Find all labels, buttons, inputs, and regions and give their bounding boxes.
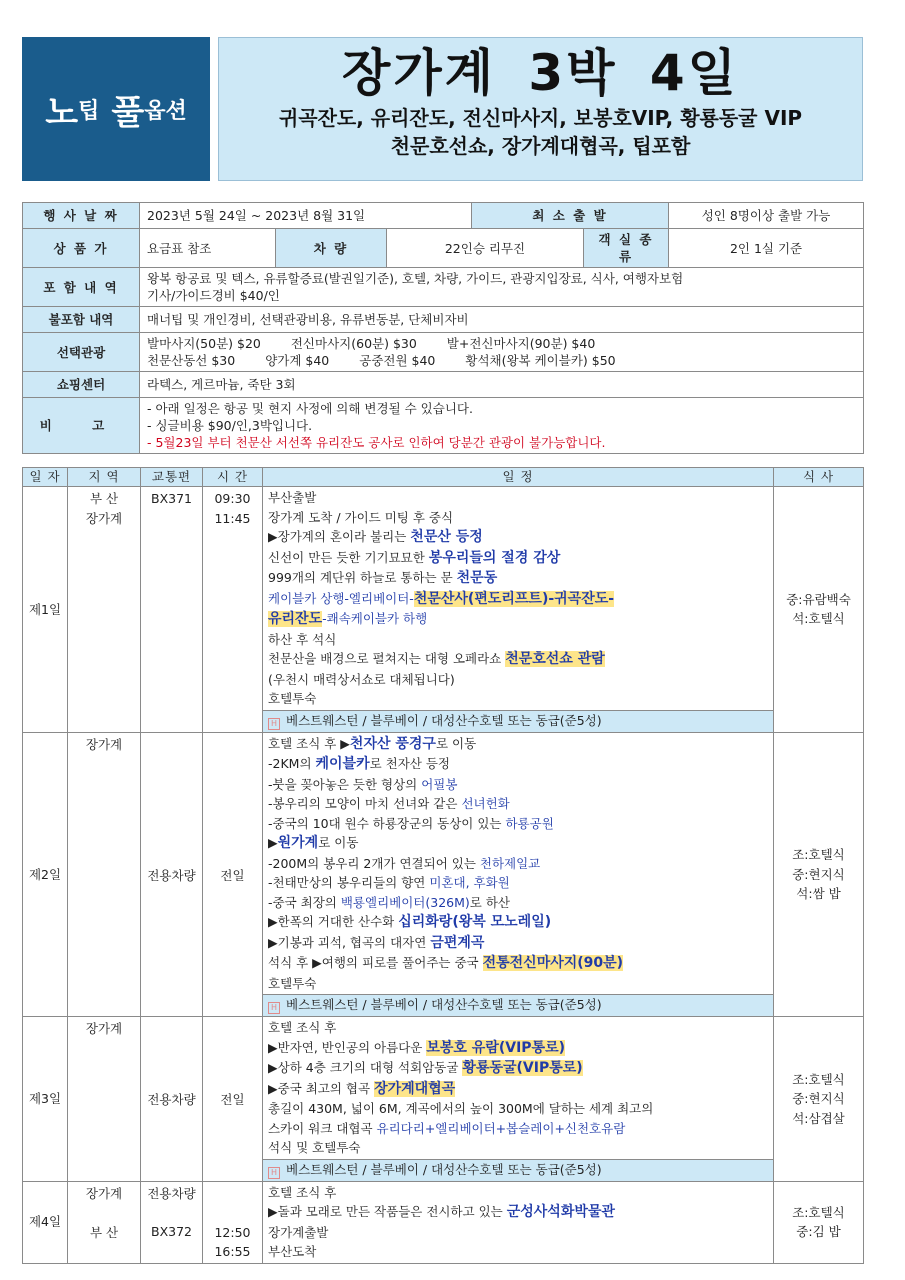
brand-text-3: 풀 bbox=[111, 92, 145, 133]
header-meal: 식 사 bbox=[774, 468, 864, 487]
day-4-trans bbox=[141, 1181, 203, 1263]
trans-text: 전용차량 bbox=[147, 1185, 196, 1201]
day-4-itinerary bbox=[263, 1181, 774, 1263]
time-text: 16:55 bbox=[214, 1244, 251, 1259]
itin-line: (우천시 매력상서쇼로 대체됩니다) bbox=[268, 671, 455, 687]
meal-text: 조:호텔식 bbox=[792, 1071, 845, 1087]
day-3-hotel bbox=[263, 1159, 774, 1181]
opt-item: 황석채(왕복 케이블카) $50 bbox=[465, 353, 616, 368]
room-value: 2인 1실 기준 bbox=[669, 229, 864, 268]
incl-line-1: 왕복 항공료 및 텍스, 유류할증료(발권일기준), 호텔, 차량, 가이드, 관광지입장료, 식사, 여행자보험 bbox=[147, 271, 684, 286]
itin-line: -200M의 봉우리 2개가 연결되어 있는 천하제일교 bbox=[268, 855, 541, 871]
day-2-meal bbox=[774, 732, 864, 1017]
brand-text-1: 노 bbox=[45, 92, 79, 133]
min-label: 최 소 출 발 bbox=[472, 203, 669, 229]
header-day: 일 자 bbox=[23, 468, 68, 487]
shop-label: 쇼핑센터 bbox=[23, 372, 140, 398]
itin-line: -중국의 10대 원수 하룡장군의 동상이 있는 하룡공원 bbox=[268, 815, 554, 831]
meal-text: 석:삼겹살 bbox=[792, 1110, 845, 1126]
header-time: 시 간 bbox=[203, 468, 263, 487]
itin-line: 하산 후 석식 bbox=[268, 631, 337, 647]
shop-value: 라텍스, 게르마늄, 죽탄 3회 bbox=[140, 372, 864, 398]
itin-line: ▶원가계로 이동 bbox=[268, 835, 359, 851]
day-3-time: 전일 bbox=[203, 1017, 263, 1182]
day-2-itinerary bbox=[263, 732, 774, 995]
day-3-trans: 전용차량 bbox=[141, 1017, 203, 1182]
itin-line: ▶돌과 모래로 만든 작품들은 전시하고 있는 군성사석화박물관 bbox=[268, 1204, 615, 1220]
itin-line: ▶기봉과 괴석, 협곡의 대자연 금편계곡 bbox=[268, 934, 485, 951]
incl-label: 포 함 내 역 bbox=[23, 268, 140, 307]
itin-line: 케이블카 상행-엘리베이터-천문산사(편도리프트)-귀곡잔도- bbox=[268, 590, 615, 607]
excl-value: 매너팁 및 개인경비, 선택관광비용, 유류변동분, 단체비자비 bbox=[140, 307, 864, 333]
day-2-row bbox=[23, 732, 864, 995]
day-1-trans: BX371 bbox=[141, 487, 203, 733]
itin-line: 호텔투숙 bbox=[268, 691, 317, 706]
day-1-hotel bbox=[263, 710, 774, 732]
hotel-icon: H bbox=[268, 1167, 280, 1179]
day-1-loc bbox=[68, 487, 141, 733]
hotel-text: 베스트웨스턴 / 블루베이 / 대성산수호텔 또는 동급(준5성) bbox=[286, 997, 602, 1012]
meal-text: 조:호텔식 bbox=[792, 847, 845, 862]
opt-label: 선택관광 bbox=[23, 333, 140, 372]
opt-item: 전신마사지(60분) $30 bbox=[290, 336, 417, 351]
room-label: 객 실 종 류 bbox=[584, 229, 669, 268]
itin-line: 호텔투숙 bbox=[268, 975, 317, 991]
itin-line: -봉우리의 모양이 마치 선녀와 같은 선녀헌화 bbox=[268, 796, 510, 811]
day-1-time bbox=[203, 487, 263, 733]
day-2-trans: 전용차량 bbox=[141, 732, 203, 1017]
day-3-loc: 장가계 bbox=[68, 1017, 141, 1182]
day-4-loc bbox=[68, 1181, 141, 1263]
incl-line-2: 기사/가이드경비 $40/인 bbox=[147, 288, 280, 303]
header-loc: 지 역 bbox=[68, 468, 141, 487]
day-2-hotel bbox=[263, 995, 774, 1017]
brand-text-2: 팁 bbox=[78, 98, 100, 124]
itin-line: 석식 및 호텔투숙 bbox=[268, 1140, 361, 1155]
itin-line: -천태만상의 봉우리들의 향연 미혼대, 후화원 bbox=[268, 875, 510, 890]
hotel-icon: H bbox=[268, 1002, 280, 1014]
title-box bbox=[218, 37, 863, 181]
info-table bbox=[22, 202, 864, 454]
day-2-label: 제2일 bbox=[23, 732, 68, 1017]
itin-line: 장가계출발 bbox=[268, 1224, 329, 1240]
min-value: 성인 8명이상 출발 가능 bbox=[669, 203, 864, 229]
itin-line: 호텔 조식 후 bbox=[268, 1184, 337, 1200]
itin-line: 장가계 도착 / 가이드 미팅 후 중식 bbox=[268, 509, 454, 525]
time-text: 09:30 bbox=[214, 491, 251, 506]
meal-text: 중:현지식 bbox=[792, 1091, 845, 1106]
opt-item: 발마사지(50분) $20 bbox=[147, 336, 261, 351]
header-itin: 일 정 bbox=[263, 468, 774, 487]
note-3: - 5월23일 부터 천문산 서선쪽 유리잔도 공사로 인하여 당분간 관광이 불가능합니다. bbox=[147, 435, 606, 450]
itin-line: 스카이 워크 대협곡 유리다리+엘리베이터+봅슬레이+신천호유람 bbox=[268, 1120, 626, 1136]
brand-text-4: 옵션 bbox=[144, 98, 187, 124]
itin-line: -중국 최장의 백룡엘리베이터(326M)로 하산 bbox=[268, 894, 510, 910]
price-label: 상 품 가 bbox=[23, 229, 140, 268]
loc-text: 장가계 bbox=[85, 510, 123, 526]
meal-text: 석:호텔식 bbox=[792, 611, 845, 627]
day-4-time bbox=[203, 1181, 263, 1263]
time-text: 12:50 bbox=[214, 1224, 251, 1240]
schedule-table bbox=[22, 467, 864, 1264]
opt-item: 공중전원 $40 bbox=[359, 353, 436, 368]
meal-text: 중:현지식 bbox=[792, 866, 845, 882]
page-title: 장가계 3박 4일 bbox=[342, 44, 739, 102]
hotel-text: 베스트웨스턴 / 블루베이 / 대성산수호텔 또는 동급(준5성) bbox=[286, 1161, 602, 1177]
date-value: 2023년 5월 24일 ~ 2023년 8월 31일 bbox=[140, 203, 472, 229]
car-value: 22인승 리무진 bbox=[387, 229, 584, 268]
loc-text: 부 산 bbox=[89, 1225, 119, 1240]
day-2-time: 전일 bbox=[203, 732, 263, 1017]
date-label: 행 사 날 짜 bbox=[23, 203, 140, 229]
itin-line: ▶장가계의 혼이라 불리는 천문산 등정 bbox=[268, 529, 483, 545]
meal-text: 조:호텔식 bbox=[792, 1204, 845, 1220]
excl-label: 불포함 내역 bbox=[23, 307, 140, 333]
itin-line: 천문산을 배경으로 펼쳐지는 대형 오페라쇼 천문호선쇼 관람 bbox=[268, 651, 605, 667]
day-3-label: 제3일 bbox=[23, 1017, 68, 1182]
meal-text: 석:쌈 밥 bbox=[796, 886, 841, 901]
note-1: - 아래 일정은 항공 및 현지 사정에 의해 변경될 수 있습니다. bbox=[147, 401, 473, 416]
day-3-row bbox=[23, 1017, 864, 1160]
itin-line: -2KM의 케이블카로 천자산 등정 bbox=[268, 756, 451, 772]
hotel-icon: H bbox=[268, 718, 280, 730]
loc-text: 장가계 bbox=[85, 1185, 123, 1201]
itin-line: ▶상하 4층 크기의 대형 석회암동굴 황룡동굴(VIP통로) bbox=[268, 1060, 583, 1076]
day-3-itinerary bbox=[263, 1017, 774, 1160]
itin-line: 호텔 조식 후 bbox=[268, 1020, 337, 1035]
day-1-meal bbox=[774, 487, 864, 733]
day-1-label: 제1일 bbox=[23, 487, 68, 733]
itin-line: 유리잔도-쾌속케이블카 하행 bbox=[268, 611, 428, 627]
itin-line: 석식 후 ▶여행의 피로를 풀어주는 중국 전통전신마사지(90분) bbox=[268, 955, 624, 971]
time-text: 11:45 bbox=[214, 510, 251, 526]
day-3-meal bbox=[774, 1017, 864, 1182]
note-value bbox=[140, 398, 864, 454]
itin-line: -붓을 꽂아놓은 듯한 형상의 어필봉 bbox=[268, 776, 458, 792]
trans-text: BX372 bbox=[151, 1224, 192, 1239]
day-1-row bbox=[23, 487, 864, 711]
loc-text: 부 산 bbox=[89, 491, 119, 506]
brand-logo bbox=[22, 37, 210, 181]
day-2-loc: 장가계 bbox=[68, 732, 141, 1017]
opt-item: 양가계 $40 bbox=[265, 353, 330, 368]
meal-text: 중:김 밥 bbox=[796, 1224, 841, 1239]
title-sub-2: 천문호선쇼, 장가계대협곡, 팁포함 bbox=[390, 134, 691, 158]
note-2: - 싱글비용 $90/인,3박입니다. bbox=[147, 418, 313, 433]
itin-line: 부산출발 bbox=[268, 490, 317, 505]
header-trans: 교통편 bbox=[141, 468, 203, 487]
car-label: 차 량 bbox=[276, 229, 387, 268]
day-4-row bbox=[23, 1181, 864, 1263]
itin-line: 부산도착 bbox=[268, 1244, 317, 1259]
opt-item: 천문산동선 $30 bbox=[147, 353, 236, 368]
note-label: 비 고 bbox=[23, 398, 140, 454]
itin-line: ▶중국 최고의 협곡 장가계대협곡 bbox=[268, 1080, 456, 1097]
day-1-itinerary bbox=[263, 487, 774, 711]
meal-text: 중:유람백숙 bbox=[786, 591, 851, 607]
price-value: 요금표 참조 bbox=[140, 229, 276, 268]
itin-line: 호텔 조식 후 ▶천자산 풍경구로 이동 bbox=[268, 735, 477, 752]
opt-value bbox=[140, 333, 864, 372]
itin-line: 신선이 만든 듯한 기기묘묘한 봉우리들의 절경 감상 bbox=[268, 549, 561, 566]
opt-item: 발+전신마사지(90분) $40 bbox=[446, 336, 596, 351]
itin-line: 999개의 계단위 하늘로 통하는 문 천문동 bbox=[268, 570, 498, 586]
itin-line: ▶한폭의 거대한 산수화 십리화랑(왕복 모노레일) bbox=[268, 914, 552, 930]
title-sub-1: 귀곡잔도, 유리잔도, 전신마사지, 보봉호VIP, 황룡동굴 VIP bbox=[278, 106, 803, 130]
day-4-meal bbox=[774, 1181, 864, 1263]
itin-line: 총길이 430M, 넓이 6M, 계곡에서의 높이 300M에 달하는 세계 최고의 bbox=[268, 1101, 654, 1116]
itin-line: ▶반자연, 반인공의 아름다운 보봉호 유람(VIP통로) bbox=[268, 1039, 565, 1056]
day-4-label: 제4일 bbox=[23, 1181, 68, 1263]
incl-value bbox=[140, 268, 864, 307]
hotel-text: 베스트웨스턴 / 블루베이 / 대성산수호텔 또는 동급(준5성) bbox=[286, 712, 602, 728]
